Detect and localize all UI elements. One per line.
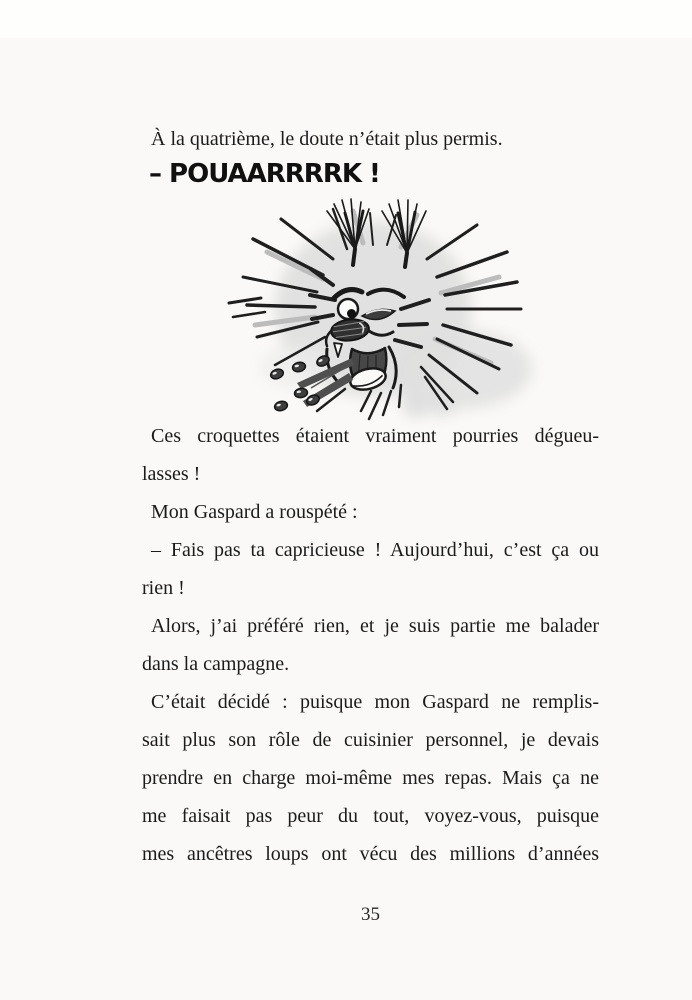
text-line: lasses ! [142,463,201,485]
left-eye [338,299,358,319]
page-number: 35 [361,904,380,925]
text-line: Ces croquettes étaient vraiment pourries dégueu- [151,425,599,447]
text-line: sait plus son rôle de cuisinier personnel, je devais [142,729,599,751]
body-text [142,417,599,873]
spitting-cat-illustration [215,197,635,442]
page-top-edge [0,0,692,38]
intro-sentence: À la quatrième, le doute n’était plus permis. [151,128,503,150]
text-line: – Fais pas ta capricieuse ! Aujourd’hui, c’est ça ou [151,539,599,561]
text-line: rien ! [142,577,185,599]
text-line: C’était décidé : puisque mon Gaspard ne remplis- [151,691,599,713]
text-line: mes ancêtres loups ont vécu des millions d’années [142,843,599,865]
text-line: me faisait pas peur du tout, voyez-vous, puisque [142,805,599,827]
text-line: dans la campagne. [142,653,290,675]
onomatopoeia-shout: – POUAARRRRK ! [149,159,380,189]
text-line: prendre en charge moi-même mes repas. Mais ça ne [142,767,599,789]
text-line: Mon Gaspard a rouspété : [151,501,358,523]
text-line: Alors, j’ai préféré rien, et je suis partie me balader [151,615,599,637]
